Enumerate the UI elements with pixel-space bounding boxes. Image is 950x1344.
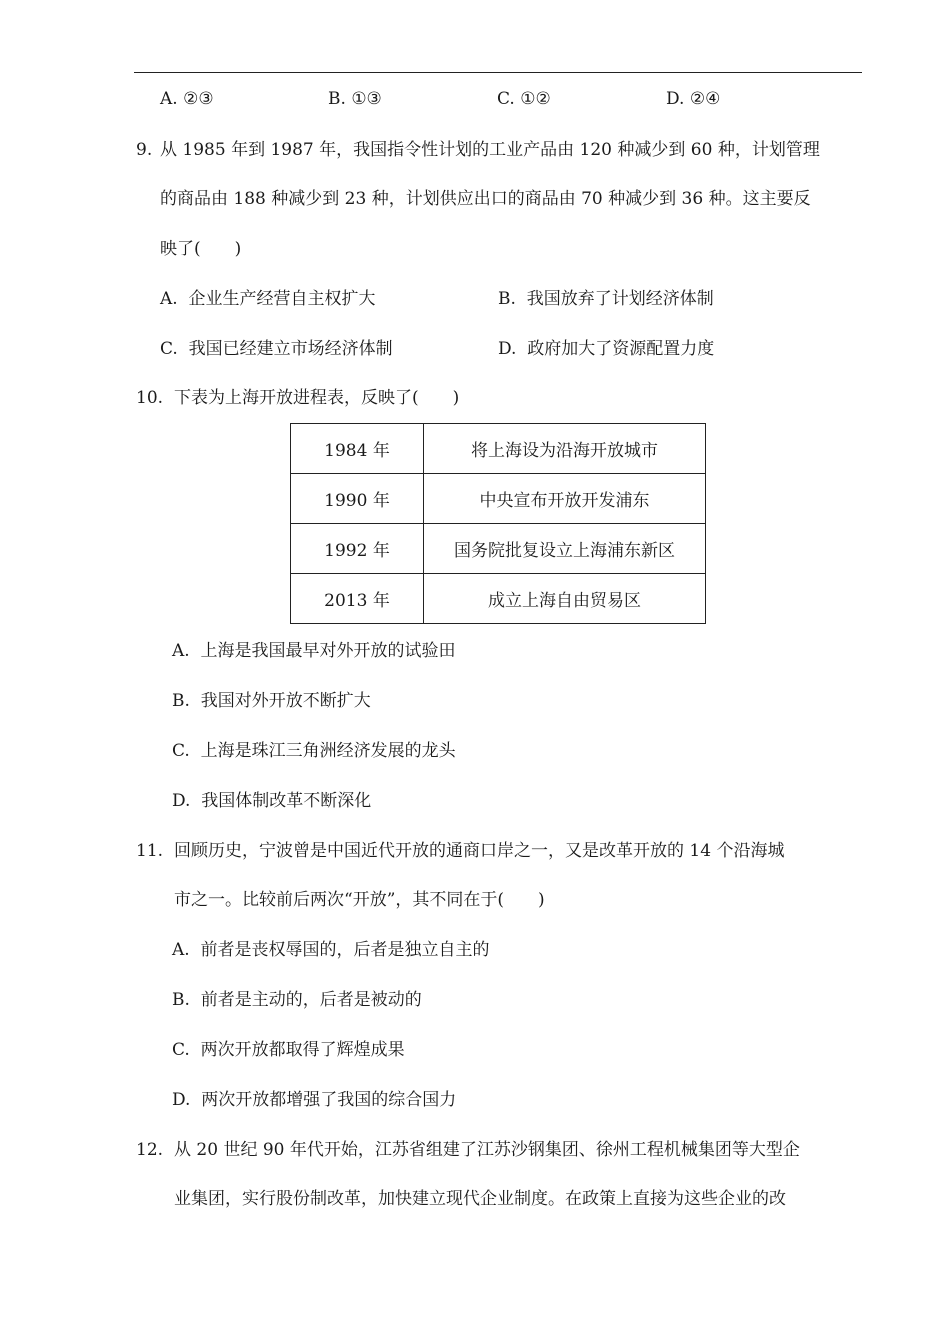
q12-stem-line-2: 业集团，实行股份制改革，加快建立现代企业制度。在政策上直接为这些企业的改 [174,1189,786,1209]
table-cell-year: 1990 年 [291,474,424,524]
q10-option-d[interactable]: D. 我国体制改革不断深化 [172,791,372,811]
q8-options [160,88,860,110]
table-cell-event: 将上海设为沿海开放城市 [424,424,706,474]
table-cell-event: 国务院批复设立上海浦东新区 [424,524,706,574]
q8-option-c[interactable]: C. ①② [497,89,551,109]
q12-stem-line-1: 从 20 世纪 90 年代开始，江苏省组建了江苏沙钢集团、徐州工程机械集团等大型企 [174,1140,800,1160]
q11-number: 11. [136,841,164,861]
shanghai-opening-table [290,423,706,624]
q9-option-d[interactable]: D. 政府加大了资源配置力度 [498,339,715,359]
q9-stem-line-1: 从 1985 年到 1987 年，我国指令性计划的工业产品由 120 种减少到 60 种，计划管理 [160,140,820,160]
table-cell-year: 1992 年 [291,524,424,574]
table-cell-event: 成立上海自由贸易区 [424,574,706,624]
q11-stem-line-1: 回顾历史，宁波曾是中国近代开放的通商口岸之一，又是改革开放的 14 个沿海城 [174,841,785,861]
q11-option-a[interactable]: A. 前者是丧权辱国的，后者是独立自主的 [172,940,490,960]
q11-stem-line-2: 市之一。比较前后两次“开放”，其不同在于( ) [174,890,545,910]
q12-number: 12. [136,1140,164,1160]
q9-stem-line-2: 的商品由 188 种减少到 23 种，计划供应出口的商品由 70 种减少到 36 种。这主要反 [160,189,811,209]
table-row [291,424,706,474]
header-rule [134,72,862,73]
q8-option-a[interactable]: A. ②③ [160,89,214,109]
table-cell-year: 2013 年 [291,574,424,624]
q9-stem-line-3: 映了( ) [160,239,242,259]
q10-option-a[interactable]: A. 上海是我国最早对外开放的试验田 [172,641,456,661]
q11-option-b[interactable]: B. 前者是主动的，后者是被动的 [172,990,422,1010]
table-cell-event: 中央宣布开放开发浦东 [424,474,706,524]
q10-stem: 下表为上海开放进程表，反映了( ) [174,388,460,408]
table-row [291,474,706,524]
q9-option-c[interactable]: C. 我国已经建立市场经济体制 [160,339,393,359]
table-cell-year: 1984 年 [291,424,424,474]
q10-option-b[interactable]: B. 我国对外开放不断扩大 [172,691,371,711]
q10-number: 10. [136,388,164,408]
table-row [291,524,706,574]
q9-option-a[interactable]: A. 企业生产经营自主权扩大 [160,289,376,309]
q11-option-d[interactable]: D. 两次开放都增强了我国的综合国力 [172,1090,457,1110]
q11-option-c[interactable]: C. 两次开放都取得了辉煌成果 [172,1040,405,1060]
q8-option-b[interactable]: B. ①③ [328,89,382,109]
q8-option-d[interactable]: D. ②④ [666,89,721,109]
q9-option-b[interactable]: B. 我国放弃了计划经济体制 [498,289,714,309]
table-row [291,574,706,624]
q9-number: 9. [136,140,153,160]
q10-option-c[interactable]: C. 上海是珠江三角洲经济发展的龙头 [172,741,456,761]
